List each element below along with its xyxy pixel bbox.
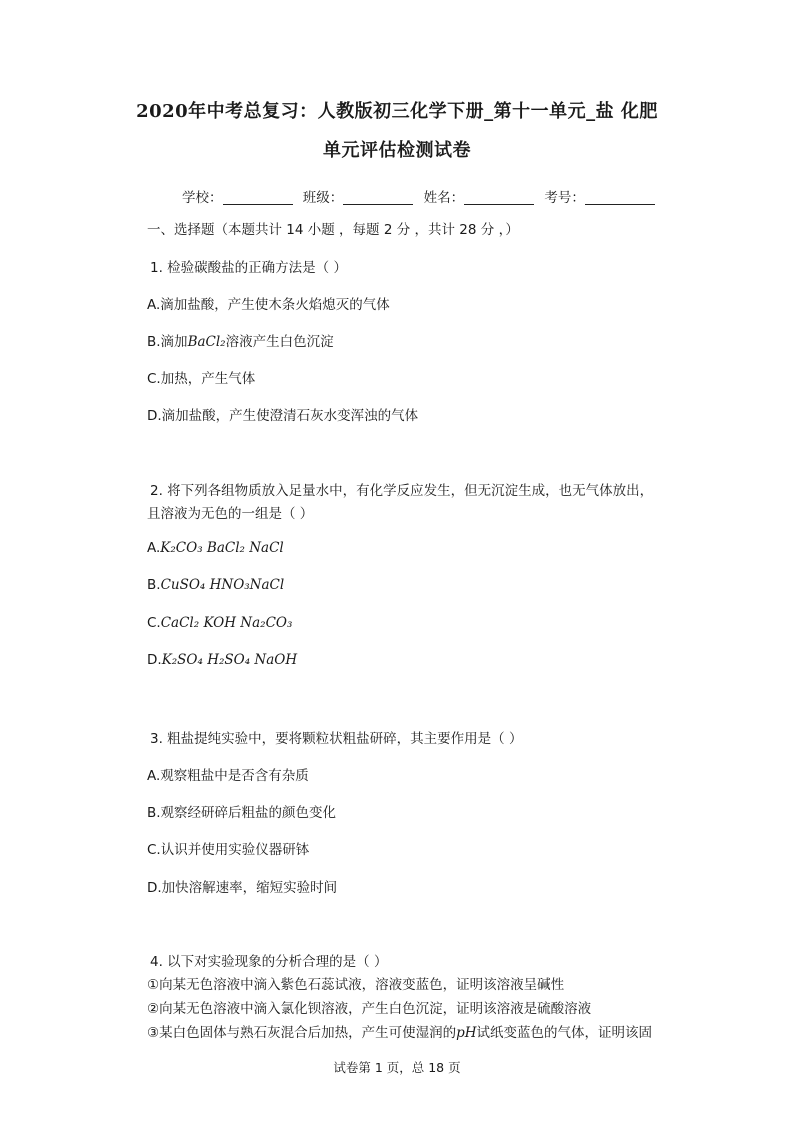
q3-option-b: B.观察经研碎后粗盐的颜色变化 (147, 805, 337, 821)
q3-option-a: A.观察粗盐中是否含有杂质 (147, 768, 309, 784)
q2-option-c-label: C. (147, 615, 161, 631)
q2-option-b (147, 577, 284, 593)
q4-statement-3 (147, 1021, 652, 1041)
q4-statement-2: ②向某无色溶液中滴入氯化钡溶液，产生白色沉淀，证明该溶液是硫酸溶液 (147, 1001, 592, 1017)
q1-option-b-suffix: 溶液产生白色沉淀 (225, 334, 334, 350)
q3-option-c: C.认识并使用实验仪器研钵 (147, 842, 310, 858)
q1-option-b (147, 330, 334, 350)
q1-option-d: D.滴加盐酸，产生使澄清石灰水变浑浊的气体 (147, 408, 419, 424)
q2-option-a-label: A. (147, 540, 161, 556)
class-blank (343, 190, 413, 205)
q2-option-d-label: D. (147, 652, 162, 668)
q4-statement-3-formula: pH (456, 1025, 477, 1041)
name-label: 姓名： (423, 190, 465, 206)
q2-option-b-label: B. (147, 577, 161, 593)
q1-option-a: A.滴加盐酸，产生使木条火焰熄灭的气体 (147, 297, 390, 313)
q2-option-c-formula: CaCl₂ KOH Na₂CO₃ (160, 615, 293, 631)
exam-title-line2: 单元评估检测试卷 (323, 140, 471, 161)
q4-statement-3-suffix: 试纸变蓝色的气体，证明该固 (476, 1025, 653, 1041)
q4-statement-1: ①向某无色溶液中滴入紫色石蕊试液，溶液变蓝色，证明该溶液呈碱性 (147, 977, 565, 993)
q2-option-b-formula: CuSO₄ HNO₃NaCl (160, 577, 285, 593)
q2-option-c (147, 615, 292, 631)
q4-stem: 4. 以下对实验现象的分析合理的是（ ） (150, 954, 388, 970)
q1-option-b-prefix: B.滴加 (147, 334, 188, 350)
q3-stem: 3. 粗盐提纯实验中，要将颗粒状粗盐研碎，其主要作用是（ ） (150, 731, 523, 747)
student-info-row (182, 186, 661, 206)
school-label: 学校： (182, 190, 223, 206)
q2-option-d-formula: K₂SO₄ H₂SO₄ NaOH (161, 652, 298, 668)
q4-statement-3-prefix: ③某白色固体与熟石灰混合后加热，产生可使湿润的 (147, 1025, 457, 1041)
exam-title-line1: 2020年中考总复习：人教版初三化学下册_第十一单元_盐 化肥 (136, 101, 658, 122)
q1-option-b-formula: BaCl₂ (187, 334, 226, 350)
section-heading: 一、选择题（本题共计 14 小题 ，每题 2 分 ，共计 28 分 ，） (147, 222, 519, 238)
class-label: 班级： (302, 190, 344, 206)
q2-option-d (147, 652, 297, 668)
q2-option-a (147, 540, 284, 556)
q2-option-a-formula: K₂CO₃ BaCl₂ NaCl (160, 540, 284, 556)
page-footer: 试卷第 1 页，总 18 页 (333, 1060, 461, 1075)
q2-stem-line1: 2. 将下列各组物质放入足量水中，有化学反应发生，但无沉淀生成，也无气体放出， (150, 483, 654, 499)
q1-stem: 1. 检验碳酸盐的正确方法是（ ） (150, 260, 347, 276)
exam-number-blank (585, 190, 655, 205)
q1-option-c: C.加热，产生气体 (147, 371, 256, 387)
exam-number-label: 考号： (544, 190, 585, 206)
q3-option-d: D.加快溶解速率，缩短实验时间 (147, 880, 338, 896)
q2-stem-line2: 且溶液为无色的一组是（ ） (147, 506, 314, 522)
name-blank (464, 190, 534, 205)
school-blank (223, 190, 293, 205)
